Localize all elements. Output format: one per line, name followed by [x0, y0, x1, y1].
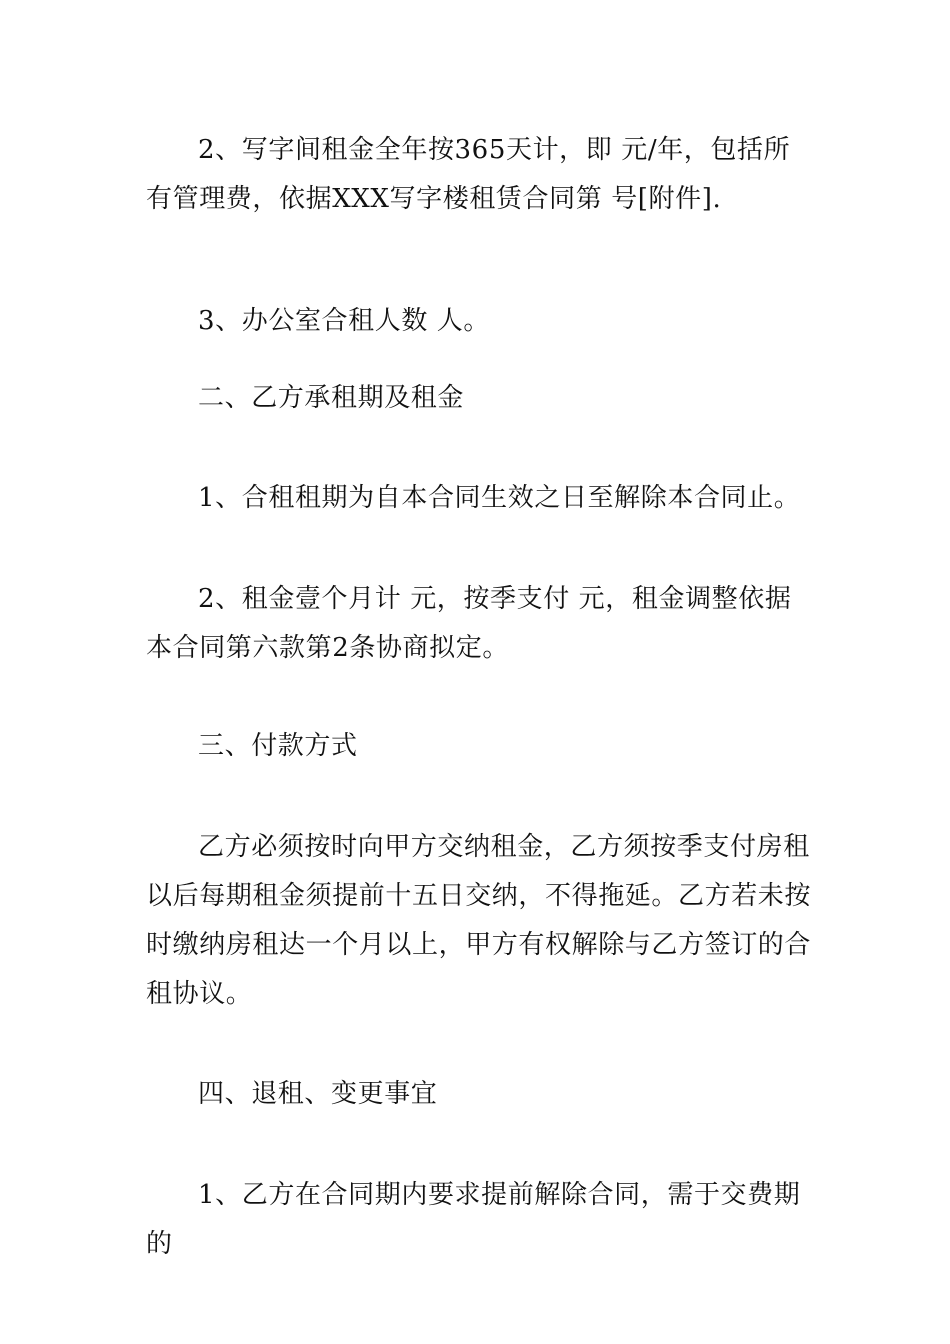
section-heading-2: 二、乙方承租期及租金	[198, 383, 465, 413]
clause-1-early-termination: 1、乙方在合同期内要求提前解除合同，需于交费期的	[146, 1180, 801, 1259]
clause-2-rent-calculation: 2、写字间租金全年按365天计，即 元/年，包括所有管理费，依据XXX写字楼租赁合同第 号[附件].	[146, 135, 791, 214]
payment-method-paragraph: 乙方必须按时向甲方交纳租金，乙方须按季支付房租以后每期租金须提前十五日交纳，不得拖延。乙方若未按时缴纳房租达一个月以上，甲方有权解除与乙方签订的合租协议。	[146, 832, 812, 1009]
section-heading-3: 三、付款方式	[198, 731, 358, 761]
clause-2-rent-payment: 2、租金壹个月计 元，按季支付 元，租金调整依据本合同第六款第2条协商拟定。	[146, 584, 792, 663]
section-heading-4: 四、退租、变更事宜	[198, 1079, 438, 1109]
clause-1-lease-term: 1、合租租期为自本合同生效之日至解除本合同止。	[198, 483, 801, 513]
clause-3-tenant-count: 3、办公室合租人数 人。	[198, 306, 491, 336]
